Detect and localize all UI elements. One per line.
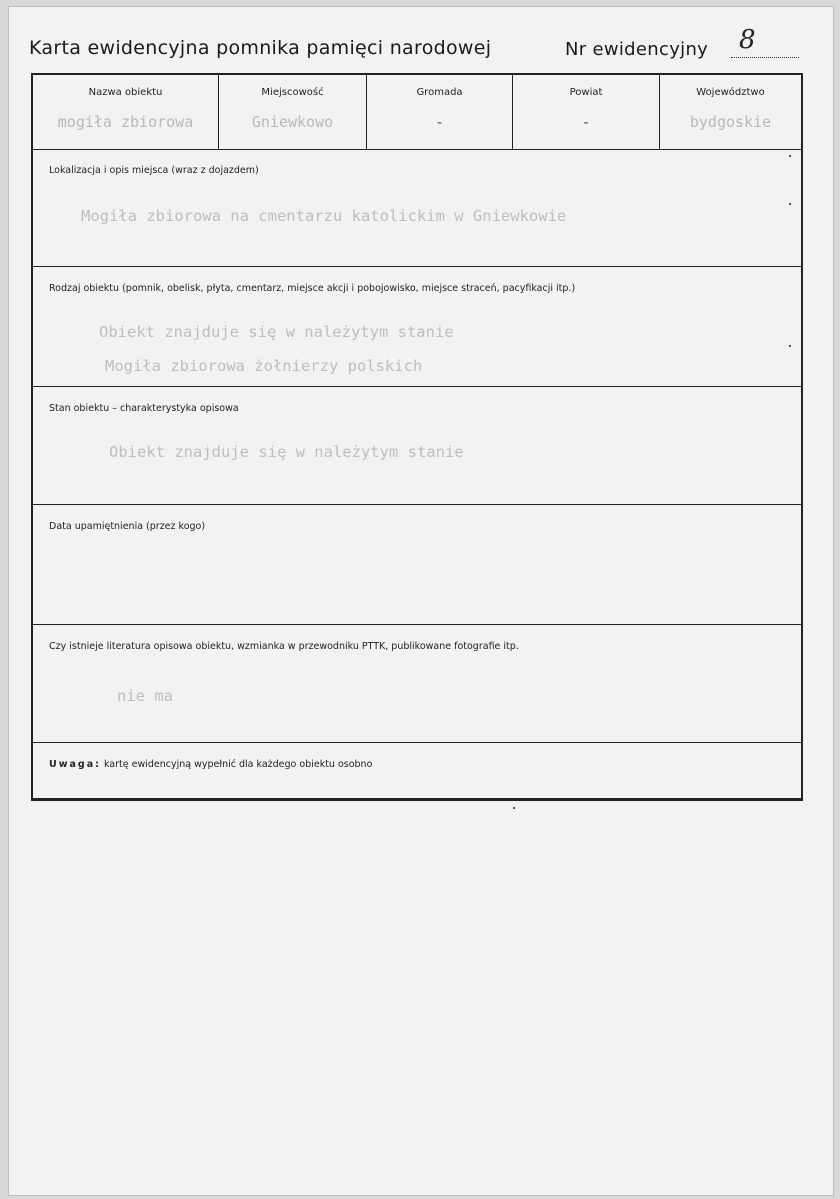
field-commune bbox=[367, 75, 513, 149]
scan-speck bbox=[513, 807, 515, 809]
section-object-type bbox=[33, 267, 801, 387]
note-content: kartę ewidencyjną wypełnić dla każdego obiektu osobno bbox=[103, 759, 373, 770]
section-text: Mogiła zbiorowa na cmentarzu katolickim w Gniewkowie bbox=[81, 207, 567, 225]
field-object-name bbox=[33, 75, 219, 149]
section-text: Obiekt znajduje się w należytym stanie bbox=[109, 443, 464, 461]
scan-speck bbox=[789, 155, 791, 157]
field-label: Gromada bbox=[416, 87, 463, 98]
field-value: Gniewkowo bbox=[251, 113, 334, 131]
section-label: Data upamiętnienia (przez kogo) bbox=[49, 521, 206, 532]
form-table bbox=[31, 73, 803, 801]
field-label: Powiat bbox=[569, 87, 603, 98]
field-label: Nazwa obiektu bbox=[88, 87, 163, 98]
field-value: bydgoskie bbox=[689, 113, 772, 131]
field-voivodeship bbox=[660, 75, 801, 149]
field-value: mogiła zbiorowa bbox=[57, 113, 194, 131]
section-text: Mogiła zbiorowa żołnierzy polskich bbox=[105, 357, 423, 375]
field-label: Miejscowość bbox=[261, 87, 324, 98]
section-condition bbox=[33, 387, 801, 505]
section-label: Rodzaj obiektu (pomnik, obelisk, płyta, cmentarz, miejsce akcji i pobojowisko, miejsce straceń, pacyfikacji itp.) bbox=[49, 283, 576, 294]
registry-number-value: 8 bbox=[739, 25, 756, 55]
note-label: Uwaga: bbox=[49, 759, 101, 770]
record-card bbox=[8, 6, 834, 1196]
field-locality bbox=[219, 75, 367, 149]
note-text bbox=[49, 759, 372, 770]
section-literature bbox=[33, 625, 801, 743]
field-value: - bbox=[434, 113, 445, 131]
field-value: - bbox=[581, 113, 591, 131]
scan-speck bbox=[789, 345, 791, 347]
section-note bbox=[33, 743, 801, 799]
scan-speck bbox=[789, 203, 791, 205]
section-commemoration-date bbox=[33, 505, 801, 625]
card-title: Karta ewidencyjna pomnika pamięci narodowej bbox=[29, 37, 492, 59]
registry-number-line bbox=[731, 57, 799, 58]
field-district bbox=[513, 75, 660, 149]
section-label: Czy istnieje literatura opisowa obiektu, wzmianka w przewodniku PTTK, publikowane fotografie itp. bbox=[49, 641, 519, 652]
section-location bbox=[33, 149, 801, 267]
header-fields-row bbox=[33, 75, 801, 150]
section-label: Stan obiektu – charakterystyka opisowa bbox=[49, 403, 239, 414]
section-text: nie ma bbox=[117, 687, 173, 705]
registry-number-label: Nr ewidencyjny bbox=[565, 39, 709, 60]
field-label: Województwo bbox=[696, 87, 765, 98]
section-label: Lokalizacja i opis miejsca (wraz z dojazdem) bbox=[49, 165, 259, 176]
section-text: Obiekt znajduje się w należytym stanie bbox=[99, 323, 454, 341]
